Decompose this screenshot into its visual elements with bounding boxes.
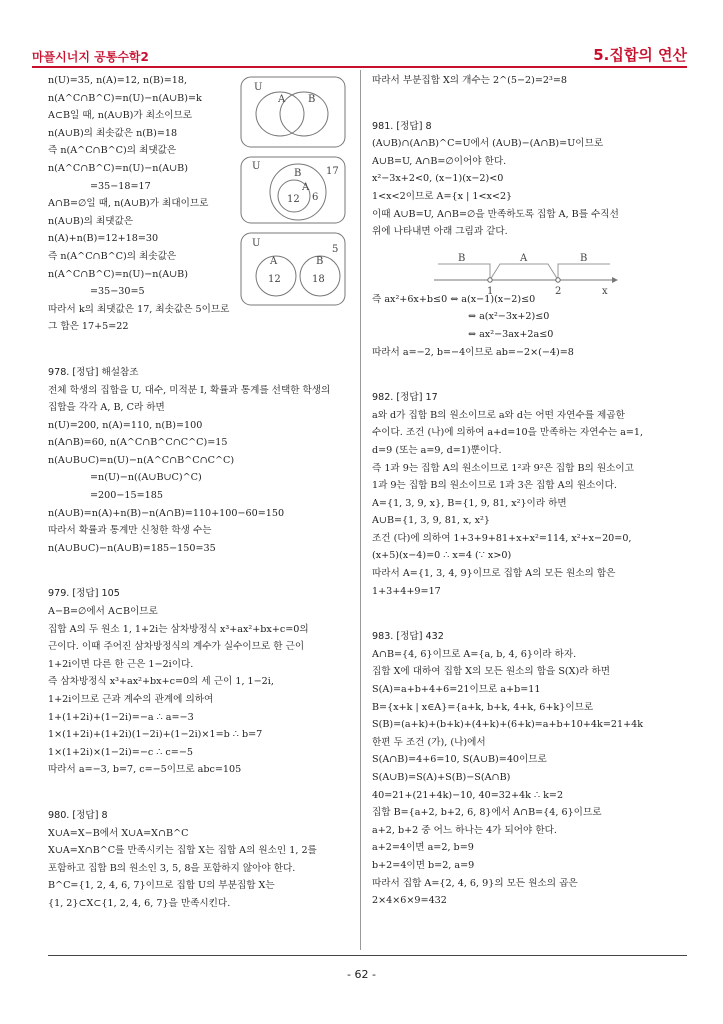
text-line: A∩B={4, 6}이므로 A={a, b, 4, 6}이라 하자. (372, 648, 577, 660)
text-line: n(A∪B∪C)=n(U)−n(A^C∩B^C∩C^C) (48, 454, 235, 466)
text-line: n(A∪B)의 최솟값은 n(B)=18 (48, 127, 178, 139)
page-number: - 62 - (347, 968, 376, 981)
axis-label-x: x (602, 286, 608, 297)
text-line: A∩B=∅일 때, n(A∪B)가 최대이므로 (48, 198, 209, 210)
text-line: 따라서 A={1, 3, 4, 9}이므로 집합 A의 모든 원소의 합은 (372, 568, 616, 580)
text-line: 전체 학생의 집합을 U, 대수, 미적분 I, 확률과 통계를 선택한 학생의 (48, 384, 331, 396)
text-line: n(A^C∩B^C)=n(U)−n(A∪B) (48, 162, 188, 174)
text-line: 1+3+4+9=17 (372, 585, 441, 597)
text-line: 즉 삼차방정식 x³+ax²+bx+c=0의 세 근이 1, 1−2i, (48, 676, 274, 688)
text-line: 집합 A의 두 원소 1, 1+2i는 삼차방정식 x³+ax²+bx+c=0의 (48, 623, 309, 635)
problem-978-heading: 978. [정답] 해설참조 (48, 366, 139, 378)
text-line: 1과 9는 집합 B의 원소이므로 1과 3은 집합 A의 원소이다. (372, 480, 617, 492)
text-line: 즉 1과 9는 집합 A의 원소이므로 1²과 9²은 집합 B의 원소이고 (372, 462, 634, 474)
text-line: B^C={1, 2, 4, 6, 7}이므로 집합 U의 부분집합 X는 (48, 880, 275, 892)
venn-diagram-disjoint (240, 232, 350, 312)
text-line: n(A^C∩B^C)=n(U)−n(A∪B) (48, 268, 188, 280)
right-column (372, 72, 690, 910)
text-line: 수이다. 조건 (나)에 의하여 a+d=10을 만족하는 자연수는 a=1, (372, 427, 644, 439)
text-line: 포함하고 집합 B의 원소인 3, 5, 8을 포함하지 않아야 한다. (48, 862, 296, 874)
text-line: n(A∩B)=60, n(A^C∩B^C∩C^C)=15 (48, 437, 228, 449)
text-line: 집합을 각각 A, B, C라 하면 (48, 402, 165, 414)
text-line: 따라서 부분집합 X의 개수는 2^(5−2)=2³=8 (372, 75, 567, 86)
text-line: 1<x<2이므로 A={x | 1<x<2} (372, 190, 513, 202)
text-line: 즉 n(A^C∩B^C)의 최솟값은 (48, 250, 177, 262)
text-line: n(A∪B)의 최댓값은 (48, 215, 134, 227)
text-line: 위에 나타내면 아래 그림과 같다. (372, 226, 508, 238)
text-line: n(A∪B)=n(A)+n(B)−n(A∩B)=110+100−60=150 (48, 507, 285, 519)
svg-text:17: 17 (326, 166, 339, 177)
text-line: X∪A=X∩B^C를 만족시키는 집합 X는 집합 A의 원소인 1, 2를 (48, 845, 317, 857)
text-line: S(A∪B)=S(A)+S(B)−S(A∩B) (372, 772, 511, 783)
text-line: A−B=∅에서 A⊂B이므로 (48, 606, 158, 618)
text-line: (x+5)(x−4)=0 ∴ x=4 (∵ x>0) (372, 550, 512, 562)
problem-979-heading: 979. [정답] 105 (48, 588, 120, 600)
text-line: 집합 B={a+2, b+2, 6, 8}에서 A∩B={4, 6}이므로 (372, 807, 602, 819)
venn-diagram-subset (240, 76, 350, 152)
header-chapter-title: 5.집합의 연산 (593, 46, 687, 64)
text-line: 즉 n(A^C∩B^C)의 최댓값은 (48, 145, 177, 157)
line-label-b-left: B (458, 253, 466, 264)
text-line: 이때 A∪B=U, A∩B=∅을 만족하도록 집합 A, B를 수직선 (372, 208, 619, 220)
text-line: n(A)+n(B)=12+18=30 (48, 233, 159, 245)
text-line: 집합 X에 대하여 집합 X의 모든 원소의 합을 S(X)라 하면 (372, 666, 611, 678)
venn-label-a: A (278, 94, 286, 105)
venn-label-b: B (308, 94, 316, 105)
footer-rule (48, 955, 687, 956)
svg-text:B: B (316, 256, 324, 267)
text-line: 1×(1+2i)×(1−2i)=−c ∴ c=−5 (48, 746, 193, 758)
svg-text:U: U (252, 161, 261, 172)
text-line: S(B)=(a+k)+(b+k)+(4+k)+(6+k)=a+b+10+4k=21+4k (372, 719, 644, 731)
text-line: 따라서 확률과 통계만 신청한 학생 수는 (48, 525, 212, 537)
text-line: 조건 (다)에 의하여 1+3+9+81+x+x²=114, x²+x−20=0, (372, 532, 632, 544)
text-line: d=9 (또는 a=9, d=1)뿐이다. (372, 444, 502, 456)
line-label-b-right: B (580, 253, 588, 264)
svg-text:B: B (294, 168, 302, 179)
text-line: =35−18=17 (90, 180, 151, 192)
text-line: 따라서 a=−3, b=7, c=−5이므로 abc=105 (48, 764, 242, 776)
tick-label-2: 2 (555, 286, 562, 297)
header-rule (32, 66, 687, 68)
text-line: n(U)=200, n(A)=110, n(B)=100 (48, 419, 203, 431)
text-line: n(U)=35, n(A)=12, n(B)=18, (48, 75, 188, 86)
text-line: {1, 2}⊂X⊂{1, 2, 4, 6, 7}을 만족시킨다. (48, 897, 231, 909)
text-line: B={x+k | x∈A}={a+k, b+k, 4+k, 6+k}이므로 (372, 701, 594, 713)
text-line: a+2=4이면 a=2, b=9 (372, 842, 474, 854)
text-line: x²−3x+2<0, (x−1)(x−2)<0 (372, 173, 504, 185)
number-line-diagram (430, 250, 620, 302)
text-line: (A∪B)∩(A∩B)^C=U에서 (A∪B)−(A∩B)=U이므로 (372, 138, 604, 150)
problem-983-heading: 983. [정답] 432 (372, 631, 444, 643)
text-line: 따라서 k의 최댓값은 17, 최솟값은 5이므로 (48, 303, 230, 315)
text-line: 즉 ax²+6x+b≤0 ⇔ a(x−1)(x−2)≤0 (372, 293, 536, 305)
svg-text:A: A (302, 182, 310, 193)
text-line: 한편 두 조건 (가), (나)에서 (372, 736, 486, 748)
text-line: =35−30=5 (90, 286, 145, 298)
text-line: 1×(1+2i)+(1+2i)(1−2i)+(1−2i)×1=b ∴ b=7 (48, 729, 263, 741)
text-line: a+2, b+2 중 어느 하나는 4가 되어야 한다. (372, 824, 557, 836)
svg-text:12: 12 (268, 274, 281, 285)
text-line: A⊂B일 때, n(A∪B)가 최소이므로 (48, 110, 193, 122)
text-line: A={1, 3, 9, x}, B={1, 9, 81, x²}이라 하면 (372, 497, 567, 509)
problem-981-heading: 981. [정답] 8 (372, 120, 432, 132)
text-line: 따라서 a=−2, b=−4이므로 ab=−2×(−4)=8 (372, 346, 574, 358)
text-line: S(A)=a+b+4+6=21이므로 a+b=11 (372, 684, 541, 696)
text-line: ⇔ a(x²−3x+2)≤0 (468, 311, 550, 323)
text-line: 40=21+(21+4k)−10, 40=32+4k ∴ k=2 (372, 789, 564, 801)
problem-982-heading: 982. [정답] 17 (372, 392, 438, 404)
text-line: =n(U)−n((A∪B∪C)^C) (90, 472, 202, 484)
text-line: 1+(1+2i)+(1−2i)=−a ∴ a=−3 (48, 711, 194, 723)
svg-text:6: 6 (312, 192, 319, 203)
header-book-title: 마플시너지 공통수학2 (32, 50, 149, 64)
text-line: 1+2i이면 다른 한 근은 1−2i이다. (48, 658, 194, 670)
venn-diagram-nested (240, 156, 350, 230)
text-line: n(A∪B∪C)−n(A∪B)=185−150=35 (48, 542, 216, 554)
tick-label-1: 1 (487, 286, 494, 297)
text-line: S(A∩B)=4+6=10, S(A∪B)=40이므로 (372, 754, 547, 766)
text-line: 2×4×6×9=432 (372, 895, 447, 907)
text-line: X∪A=X−B에서 X∪A=X∩B^C (48, 827, 189, 839)
text-line: b+2=4이면 b=2, a=9 (372, 859, 475, 871)
svg-text:U: U (252, 238, 261, 249)
svg-text:5: 5 (332, 244, 339, 255)
svg-text:12: 12 (287, 194, 300, 205)
text-line: A∪B=U, A∩B=∅이어야 한다. (372, 155, 507, 167)
text-line: 1+2i이므로 근과 계수의 관계에 의하여 (48, 694, 214, 705)
svg-text:A: A (270, 256, 278, 267)
text-line: 근이다. 이때 주어진 삼차방정식의 계수가 실수이므로 한 근이 (48, 641, 305, 653)
text-line: 따라서 집합 A={2, 4, 6, 9}의 모든 원소의 곱은 (372, 877, 578, 889)
text-line: A∪B={1, 3, 9, 81, x, x²} (372, 515, 490, 527)
venn-label-u: U (254, 82, 263, 93)
text-line: n(A^C∩B^C)=n(U)−n(A∪B)=k (48, 92, 202, 104)
text-line: a와 d가 집합 B의 원소이므로 a와 d는 어떤 자연수를 제곱한 (372, 409, 625, 421)
text-line: =200−15=185 (90, 490, 163, 502)
line-label-a: A (520, 253, 528, 264)
text-line: 그 합은 17+5=22 (48, 321, 129, 333)
problem-980-heading: 980. [정답] 8 (48, 809, 108, 821)
text-line: ⇔ ax²−3ax+2a≤0 (468, 328, 554, 340)
svg-text:18: 18 (312, 274, 325, 285)
